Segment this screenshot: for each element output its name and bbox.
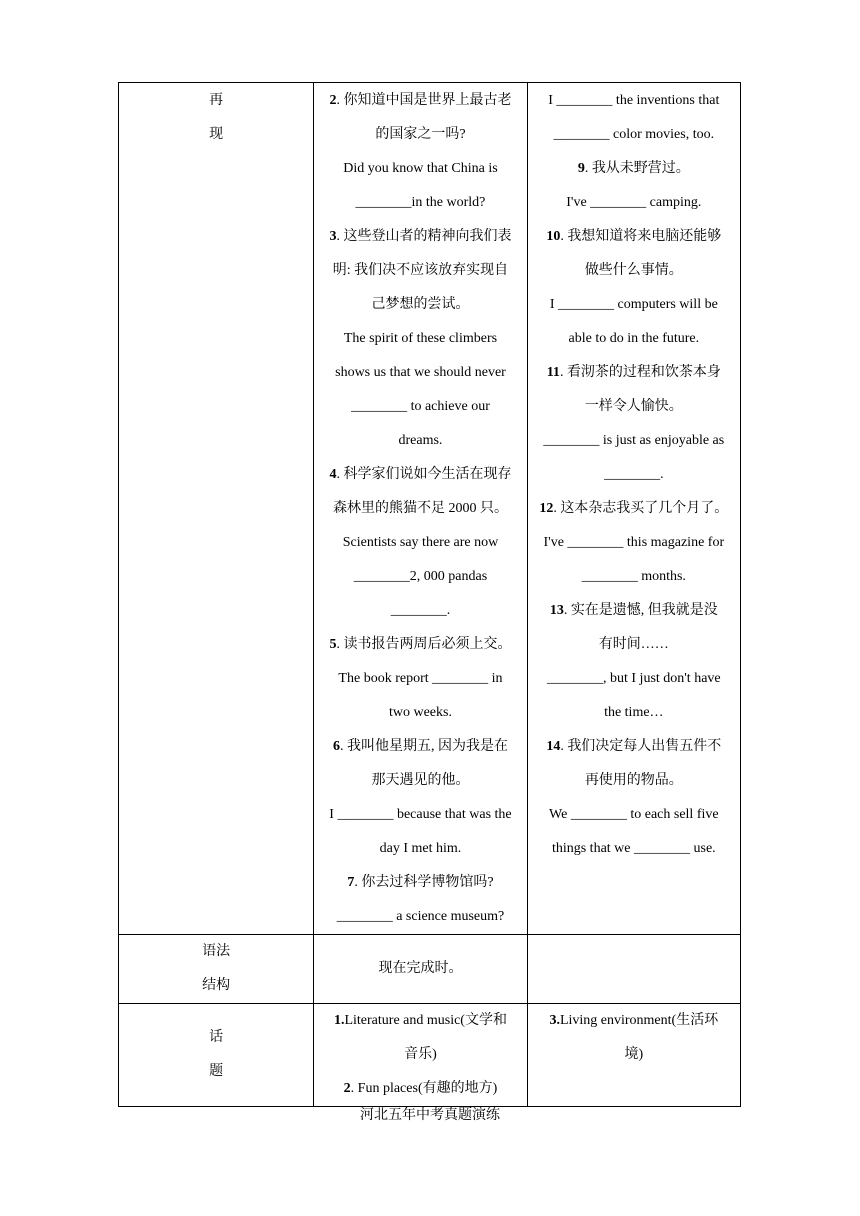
sentence-line bbox=[528, 662, 740, 696]
line-text: 己梦想的尝试。 bbox=[371, 297, 470, 312]
sentence-line bbox=[528, 458, 740, 492]
sentence-line bbox=[314, 492, 526, 526]
line-text: I ________ computers will be bbox=[549, 297, 718, 312]
item-number: 7 bbox=[347, 875, 355, 890]
sentence-line bbox=[314, 662, 526, 696]
grammar-content-cell bbox=[314, 935, 527, 1004]
line-text: We ________ to each sell five bbox=[549, 807, 719, 822]
section-caption: 河北五年中考真题演练 bbox=[360, 1108, 500, 1123]
line-text: shows us that we should never bbox=[335, 365, 506, 380]
sentence-line bbox=[528, 288, 740, 322]
label-line: 再 bbox=[209, 93, 224, 108]
line-text: things that we ________ use. bbox=[551, 841, 716, 856]
line-text: ________2, 000 pandas bbox=[353, 569, 488, 584]
line-text: ________in the world? bbox=[355, 195, 486, 210]
line-text: 明: 我们决不应该放弃实现自 bbox=[332, 263, 509, 278]
sentence-line bbox=[314, 390, 526, 424]
line-text: . 实在是遗憾, 但我就是没 bbox=[563, 603, 718, 618]
line-text: Did you know that China is bbox=[343, 161, 498, 176]
topic-line bbox=[314, 1038, 526, 1072]
line-text: able to do in the future. bbox=[568, 331, 700, 346]
topic-col3 bbox=[527, 1004, 740, 1107]
sentence-line bbox=[314, 560, 526, 594]
sentences-col3 bbox=[527, 83, 740, 935]
sentence-line bbox=[528, 492, 740, 526]
line-text: . 我叫他星期五, 因为我是在 bbox=[339, 739, 508, 754]
line-text: 一样令人愉快。 bbox=[584, 399, 683, 414]
sentence-line bbox=[528, 798, 740, 832]
topic-line bbox=[314, 1072, 526, 1106]
label-line: 语法 bbox=[202, 944, 231, 959]
line-text: The book report ________ in bbox=[338, 671, 503, 686]
line-text: . 你去过科学博物馆吗? bbox=[354, 875, 494, 890]
topic-list-col3 bbox=[528, 1004, 740, 1072]
line-text: ________. bbox=[390, 603, 451, 618]
sentence-line bbox=[528, 628, 740, 662]
topic-list-col2 bbox=[314, 1004, 526, 1106]
item-number: 13 bbox=[549, 603, 564, 618]
label-line: 题 bbox=[209, 1064, 224, 1079]
topic-line bbox=[528, 1004, 740, 1038]
item-number: 1. bbox=[333, 1013, 345, 1028]
row-grammar bbox=[119, 935, 741, 1004]
line-text: . 我们决定每人出售五件不 bbox=[560, 739, 722, 754]
sentence-line bbox=[314, 254, 526, 288]
line-text: ________ months. bbox=[581, 569, 686, 584]
line-text: . 科学家们说如今生活在现存 bbox=[336, 467, 512, 482]
sentence-line bbox=[314, 118, 526, 152]
line-text: . 我从未野营过。 bbox=[584, 161, 690, 176]
sentence-line bbox=[528, 764, 740, 798]
sentence-line bbox=[528, 560, 740, 594]
item-number: 3. bbox=[549, 1013, 560, 1028]
sentence-list-col3 bbox=[528, 84, 740, 866]
line-text: day I met him. bbox=[379, 841, 462, 856]
sentence-line bbox=[314, 798, 526, 832]
sentence-line bbox=[314, 730, 526, 764]
line-text: 的国家之一吗? bbox=[375, 127, 466, 142]
line-text: I ________ because that was the bbox=[329, 807, 512, 822]
sentence-line bbox=[528, 84, 740, 118]
line-text: Scientists say there are now bbox=[342, 535, 499, 550]
label-cell-topic bbox=[119, 1004, 314, 1107]
label-line: 现 bbox=[209, 127, 224, 142]
sentence-line bbox=[314, 628, 526, 662]
sentence-line bbox=[314, 288, 526, 322]
sentence-line bbox=[528, 390, 740, 424]
line-text: The spirit of these climbers bbox=[343, 331, 498, 346]
sentence-line bbox=[314, 424, 526, 458]
line-text: I've ________ this magazine for bbox=[543, 535, 725, 550]
sentence-line bbox=[314, 900, 526, 934]
line-text: Literature and music(文学和 bbox=[344, 1013, 507, 1028]
line-text: 做些什么事情。 bbox=[584, 263, 683, 278]
line-text: I ________ the inventions that bbox=[548, 93, 720, 108]
item-number: 14 bbox=[546, 739, 561, 754]
item-number: 9 bbox=[577, 161, 585, 176]
sentence-line bbox=[314, 152, 526, 186]
line-text: 境) bbox=[624, 1047, 644, 1062]
sentence-line bbox=[314, 866, 526, 900]
line-text: ________ a science museum? bbox=[336, 909, 505, 924]
line-text: ________. bbox=[604, 467, 664, 482]
grammar-empty-cell bbox=[527, 935, 740, 1004]
line-text: I've ________ camping. bbox=[566, 195, 702, 210]
sentence-line bbox=[528, 832, 740, 866]
line-text: ________ color movies, too. bbox=[553, 127, 715, 142]
row-topic bbox=[119, 1004, 741, 1107]
line-text: ________, but I just don't have bbox=[547, 671, 721, 686]
item-number: 4 bbox=[329, 467, 337, 482]
sentence-line bbox=[314, 220, 526, 254]
row-reproduce bbox=[119, 83, 741, 935]
line-text: . 这些登山者的精神向我们表 bbox=[336, 229, 512, 244]
item-number: 11 bbox=[546, 365, 560, 380]
label-line: 话 bbox=[209, 1030, 224, 1045]
topic-line bbox=[314, 1004, 526, 1038]
sentence-line bbox=[314, 356, 526, 390]
label-line: 结构 bbox=[202, 978, 231, 993]
topic-line bbox=[528, 1038, 740, 1072]
line-text: 再使用的物品。 bbox=[584, 773, 683, 788]
sentence-line bbox=[528, 526, 740, 560]
item-number: 5 bbox=[329, 637, 337, 652]
sentence-line bbox=[314, 832, 526, 866]
item-number: 3 bbox=[329, 229, 337, 244]
line-text: . 读书报告两周后必须上交。 bbox=[336, 637, 512, 652]
sentence-list-col2 bbox=[314, 84, 526, 934]
line-text: 森林里的熊猫不足 2000 只。 bbox=[332, 501, 508, 516]
summary-table bbox=[118, 82, 741, 1107]
sentence-line bbox=[314, 594, 526, 628]
sentence-line bbox=[314, 186, 526, 220]
sentence-line bbox=[314, 458, 526, 492]
line-text: Living environment(生活环 bbox=[559, 1013, 719, 1028]
sentence-line bbox=[314, 322, 526, 356]
sentence-line bbox=[528, 356, 740, 390]
line-text: dreams. bbox=[398, 433, 443, 448]
sentence-line bbox=[528, 152, 740, 186]
sentence-line bbox=[528, 186, 740, 220]
line-text: the time… bbox=[604, 705, 664, 720]
line-text: ________ to achieve our bbox=[351, 399, 490, 414]
sentence-line bbox=[314, 84, 526, 118]
sentence-line bbox=[528, 322, 740, 356]
line-text: 有时间…… bbox=[598, 637, 669, 652]
line-text: 音乐) bbox=[404, 1047, 437, 1062]
sentence-line bbox=[528, 730, 740, 764]
sentences-col2 bbox=[314, 83, 527, 935]
sentence-line bbox=[314, 764, 526, 798]
item-number: 6 bbox=[332, 739, 340, 754]
sentence-line bbox=[528, 220, 740, 254]
item-number: 12 bbox=[539, 501, 554, 516]
item-number: 2 bbox=[329, 93, 337, 108]
item-number: 2 bbox=[343, 1081, 351, 1096]
sentence-line bbox=[528, 424, 740, 458]
line-text: . Fun places(有趣的地方) bbox=[350, 1081, 498, 1096]
line-text: two weeks. bbox=[388, 705, 452, 720]
sentence-line bbox=[528, 254, 740, 288]
line-text: . 这本杂志我买了几个月了。 bbox=[553, 501, 729, 516]
sentence-line bbox=[314, 526, 526, 560]
sentence-line bbox=[314, 696, 526, 730]
label-cell-reproduce bbox=[119, 83, 314, 935]
item-number: 10 bbox=[546, 229, 561, 244]
line-text: 那天遇见的他。 bbox=[371, 773, 470, 788]
line-text: ________ is just as enjoyable as bbox=[543, 433, 725, 448]
topic-col2 bbox=[314, 1004, 527, 1107]
sentence-line bbox=[528, 118, 740, 152]
label-cell-grammar bbox=[119, 935, 314, 1004]
line-text: . 我想知道将来电脑还能够 bbox=[560, 229, 722, 244]
sentence-line bbox=[528, 594, 740, 628]
line-text: . 你知道中国是世界上最古老 bbox=[336, 93, 512, 108]
sentence-line bbox=[528, 696, 740, 730]
grammar-content: 现在完成时。 bbox=[378, 961, 463, 976]
line-text: . 看沏茶的过程和饮茶本身 bbox=[559, 365, 721, 380]
